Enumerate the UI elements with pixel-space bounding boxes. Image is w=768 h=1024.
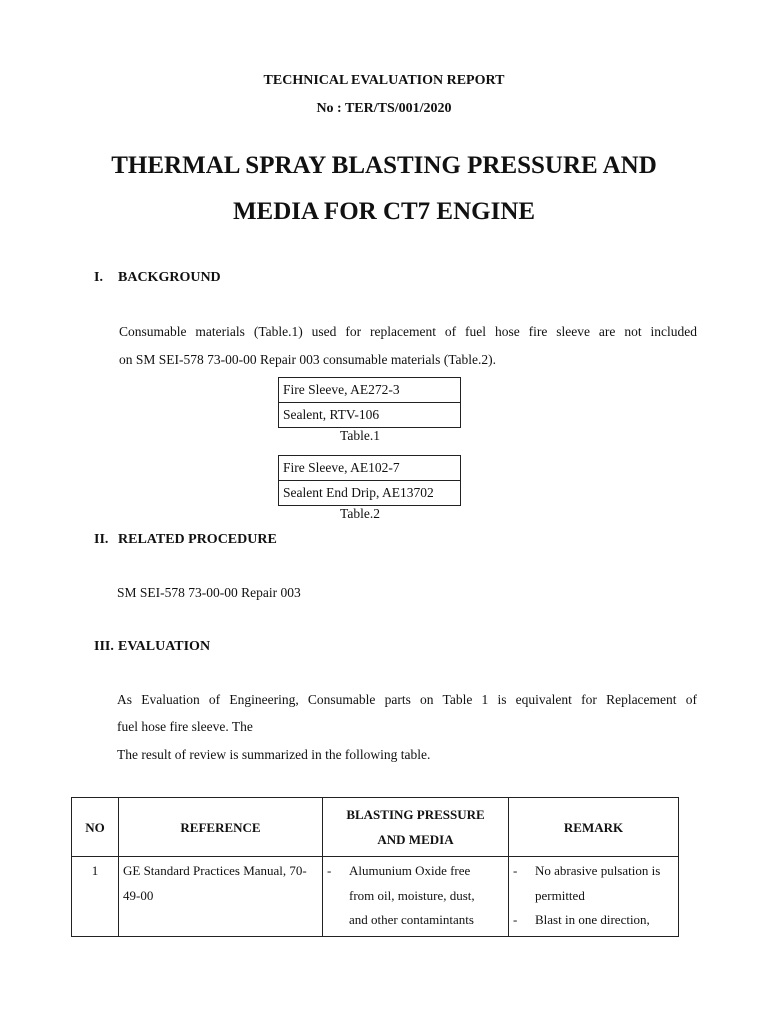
bullet-dash: - [327, 863, 332, 878]
table-row [279, 481, 461, 506]
table-1-caption: Table.1 [340, 428, 380, 443]
section-title: BACKGROUND [118, 270, 221, 285]
consumable-table-2 [278, 455, 461, 506]
table-row [279, 403, 461, 428]
report-type: TECHNICAL EVALUATION REPORT [263, 73, 505, 88]
list-item [513, 908, 674, 933]
background-paragraph-line1: Consumable materials (Table.1) used for replacement of fuel hose fire sleeve are not included [119, 324, 697, 339]
row-reference: GE Standard Practices Manual, 70-49-00 [119, 857, 323, 937]
table-cell: Fire Sleeve, AE102-7 [279, 456, 461, 481]
table-cell: Sealent End Drip, AE13702 [279, 481, 461, 506]
document-title-line1: THERMAL SPRAY BLASTING PRESSURE AND [111, 152, 657, 179]
report-number: No : TER/TS/001/2020 [316, 101, 452, 116]
background-paragraph-line2: on SM SEI-578 73-00-00 Repair 003 consumable materials (Table.2). [119, 352, 496, 367]
section-evaluation-heading [94, 639, 210, 655]
table-row [279, 378, 461, 403]
remark-list [513, 859, 674, 933]
list-item [513, 859, 674, 908]
row-remark [509, 857, 679, 937]
header-remark: REMARK [509, 798, 679, 857]
section-procedure-heading [94, 532, 277, 548]
table-2-caption: Table.2 [340, 506, 380, 521]
section-number: III. [94, 639, 114, 654]
section-number: II. [94, 532, 109, 547]
table-row [72, 857, 679, 937]
header-blasting-line2: AND MEDIA [377, 832, 454, 847]
document-title-line2: MEDIA FOR CT7 ENGINE [232, 198, 536, 225]
list-line: Alumunium Oxide free [349, 863, 471, 878]
section-title: RELATED PROCEDURE [118, 532, 277, 547]
table-cell: Fire Sleeve, AE272-3 [279, 378, 461, 403]
list-line: No abrasive pulsation is [535, 863, 661, 878]
evaluation-table [71, 797, 679, 937]
row-no: 1 [72, 857, 119, 937]
header-blasting-line1: BLASTING PRESSURE [346, 807, 485, 822]
evaluation-paragraph-line2: fuel hose fire sleeve. The [117, 719, 253, 734]
procedure-reference: SM SEI-578 73-00-00 Repair 003 [117, 585, 301, 600]
table-cell: Sealent, RTV-106 [279, 403, 461, 428]
blasting-list [327, 859, 504, 933]
table-row [279, 456, 461, 481]
header-reference: REFERENCE [119, 798, 323, 857]
section-title: EVALUATION [118, 639, 211, 654]
list-line: permitted [535, 887, 585, 903]
header-no: NO [72, 798, 119, 857]
evaluation-paragraph-line3: The result of review is summarized in the following table. [117, 747, 431, 762]
consumable-table-1 [278, 377, 461, 428]
bullet-dash: - [513, 863, 518, 878]
bullet-dash: - [513, 912, 518, 927]
header-blasting [323, 798, 509, 857]
list-item [327, 859, 504, 933]
list-line: and other contamintants [349, 912, 474, 927]
section-background-heading [94, 270, 221, 286]
list-line: from oil, moisture, dust, [349, 887, 475, 903]
section-number: I. [94, 270, 103, 285]
row-blasting [323, 857, 509, 937]
evaluation-paragraph-line1: As Evaluation of Engineering, Consumable parts on Table 1 is equivalent for Replacement of [117, 692, 697, 707]
list-line: Blast in one direction, [535, 912, 650, 927]
table-header-row [72, 798, 679, 857]
